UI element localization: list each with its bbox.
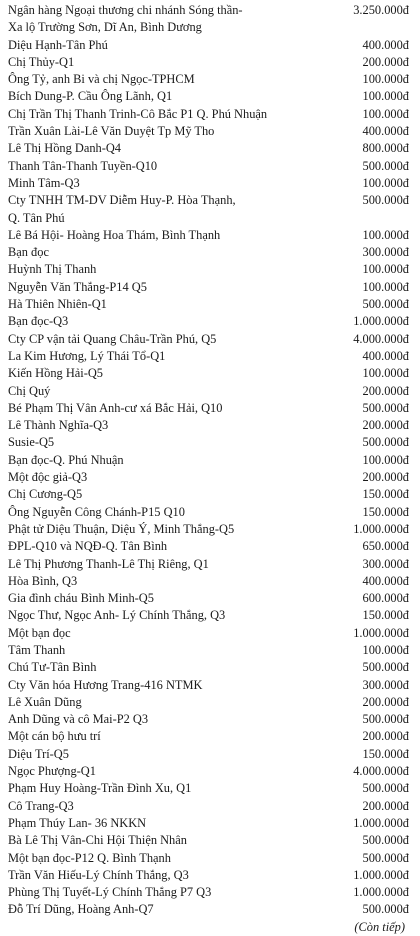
donor-name: Diệu Trí-Q5 <box>8 746 69 761</box>
donor-name: Cty Văn hóa Hương Trang-416 NTMK <box>8 677 203 692</box>
donation-amount: 500.000đ <box>362 193 409 208</box>
donor-row <box>8 106 409 123</box>
donor-name: Huỳnh Thị Thanh <box>8 262 97 277</box>
donor-name: Bé Phạm Thị Vân Anh-cư xá Bắc Hải, Q10 <box>8 400 223 415</box>
donor-name: Chị Trần Thị Thanh Trinh-Cô Bắc P1 Q. Phú Nhuận <box>8 106 268 121</box>
donation-amount: 150.000đ <box>362 608 409 623</box>
donation-amount: 500.000đ <box>362 297 409 312</box>
donor-name: Thanh Tân-Thanh Tuyền-Q10 <box>8 158 158 173</box>
donation-amount: 400.000đ <box>362 37 409 52</box>
donor-row <box>8 331 409 348</box>
donor-row <box>8 677 409 694</box>
donor-name: Cty CP vận tải Quang Châu-Trần Phú, Q5 <box>8 331 217 346</box>
donor-name: ĐPL-Q10 và NQĐ-Q. Tân Bình <box>8 539 168 554</box>
donor-name: Trần Xuân Lài-Lê Văn Duyệt Tp Mỹ Tho <box>8 124 215 139</box>
donor-name: Phạm Huy Hoàng-Trần Đình Xu, Q1 <box>8 781 192 796</box>
donation-amount: 200.000đ <box>362 54 409 69</box>
donor-row <box>8 504 409 521</box>
donor-row <box>8 54 409 71</box>
donor-name: Đỗ Trí Dũng, Hoàng Anh-Q7 <box>8 902 154 917</box>
donor-name: Ngọc Thư, Ngọc Anh- Lý Chính Thắng, Q3 <box>8 608 226 623</box>
donor-row <box>8 607 409 624</box>
donor-name: Phùng Thị Tuyết-Lý Chính Thắng P7 Q3 <box>8 885 212 900</box>
donor-row <box>8 192 409 227</box>
donor-name: Kiến Hồng Hải-Q5 <box>8 366 103 381</box>
donor-name: Một bạn đọc-P12 Q. Bình Thạnh <box>8 850 171 865</box>
donation-amount: 1.000.000đ <box>353 314 409 329</box>
donor-name: Chú Tư-Tân Bình <box>8 660 97 675</box>
donor-row <box>8 158 409 175</box>
donor-name: Cty TNHH TM-DV Diễm Huy-P. Hòa Thạnh, Q. Tân Phú <box>8 193 236 225</box>
donation-amount: 400.000đ <box>362 124 409 139</box>
donor-row <box>8 175 409 192</box>
donation-amount: 100.000đ <box>362 106 409 121</box>
donation-amount: 4.000.000đ <box>353 764 409 779</box>
donor-row <box>8 261 409 278</box>
donation-amount: 400.000đ <box>362 348 409 363</box>
donor-name: Lê Thị Hồng Danh-Q4 <box>8 141 121 156</box>
donor-name: Cô Trang-Q3 <box>8 798 74 813</box>
donor-row <box>8 573 409 590</box>
donation-amount: 3.250.000đ <box>353 3 409 17</box>
donation-amount: 1.000.000đ <box>353 885 409 900</box>
donation-amount: 150.000đ <box>362 487 409 502</box>
donation-amount: 500.000đ <box>362 435 409 450</box>
donor-row <box>8 642 409 659</box>
donor-row <box>8 538 409 555</box>
donation-amount: 200.000đ <box>362 418 409 433</box>
donor-name: Bích Dung-P. Cầu Ông Lãnh, Q1 <box>8 89 173 104</box>
donor-name: Chị Quý <box>8 383 51 398</box>
donor-row <box>8 901 409 918</box>
donor-row <box>8 71 409 88</box>
donor-row <box>8 37 409 54</box>
donor-name: Lê Thị Phương Thanh-Lê Thị Riêng, Q1 <box>8 556 209 571</box>
donor-row <box>8 798 409 815</box>
continued-note: (Còn tiếp) <box>354 919 405 934</box>
donation-amount: 100.000đ <box>362 175 409 190</box>
donation-amount: 1.000.000đ <box>353 521 409 536</box>
donor-row <box>8 452 409 469</box>
donor-name: Lê Xuân Dũng <box>8 694 82 709</box>
donor-name: Bạn đọc <box>8 245 49 260</box>
donation-amount: 200.000đ <box>362 694 409 709</box>
donor-name: Phật tử Diệu Thuận, Diệu Ý, Minh Thắng-Q5 <box>8 521 235 536</box>
donor-row <box>8 884 409 901</box>
donation-amount: 1.000.000đ <box>353 625 409 640</box>
donor-name: Một bạn đọc <box>8 625 71 640</box>
donor-row <box>8 711 409 728</box>
donation-amount: 100.000đ <box>362 72 409 87</box>
donor-name: Một cán bộ hưu trí <box>8 729 101 744</box>
donor-row <box>8 383 409 400</box>
donor-name: Minh Tâm-Q3 <box>8 175 80 190</box>
donor-name: Bạn đọc-Q3 <box>8 314 69 329</box>
donor-name: Gia đình cháu Bình Minh-Q5 <box>8 591 154 606</box>
donor-name: Ông Tỷ, anh Bi và chị Ngọc-TPHCM <box>8 72 195 87</box>
donation-amount: 100.000đ <box>362 227 409 242</box>
donation-amount: 200.000đ <box>362 470 409 485</box>
donor-row <box>8 348 409 365</box>
donor-name: Ngọc Phượng-Q1 <box>8 764 96 779</box>
donation-amount: 300.000đ <box>362 556 409 571</box>
donor-name: La Kim Hương, Lý Thái Tổ-Q1 <box>8 348 166 363</box>
donation-amount: 300.000đ <box>362 245 409 260</box>
donor-name: Diệu Hạnh-Tân Phú <box>8 37 108 52</box>
donor-name: Hòa Bình, Q3 <box>8 573 78 588</box>
donor-row <box>8 590 409 607</box>
donor-row <box>8 694 409 711</box>
donation-amount: 150.000đ <box>362 504 409 519</box>
donor-row <box>8 659 409 676</box>
donor-row <box>8 244 409 261</box>
donation-amount: 500.000đ <box>362 400 409 415</box>
donor-row <box>8 625 409 642</box>
donor-name: Anh Dũng và cô Mai-P2 Q3 <box>8 712 149 727</box>
donor-row <box>8 746 409 763</box>
donor-row <box>8 296 409 313</box>
donor-name: Susie-Q5 <box>8 435 55 450</box>
donor-row <box>8 832 409 849</box>
donation-amount: 1.000.000đ <box>353 815 409 830</box>
donor-name: Nguyễn Văn Thắng-P14 Q5 <box>8 279 147 294</box>
donor-row <box>8 780 409 797</box>
donor-name: Ngân hàng Ngoại thương chi nhánh Sóng thần- Xa lộ Trường Sơn, Dĩ An, Bình Dương <box>8 3 243 35</box>
donor-row <box>8 365 409 382</box>
donation-amount: 500.000đ <box>362 902 409 917</box>
donor-row <box>8 123 409 140</box>
donor-name: Trần Văn Hiếu-Lý Chính Thắng, Q3 <box>8 867 189 882</box>
donor-row <box>8 227 409 244</box>
donor-row <box>8 313 409 330</box>
donor-row <box>8 417 409 434</box>
donor-row <box>8 140 409 157</box>
donation-amount: 300.000đ <box>362 677 409 692</box>
donation-amount: 100.000đ <box>362 366 409 381</box>
donor-row <box>8 867 409 884</box>
donation-amount: 100.000đ <box>362 642 409 657</box>
donation-amount: 500.000đ <box>362 850 409 865</box>
donor-name: Bạn đọc-Q. Phú Nhuận <box>8 452 124 467</box>
donor-name: Ông Nguyễn Công Chánh-P15 Q10 <box>8 504 185 519</box>
donation-amount: 500.000đ <box>362 781 409 796</box>
donor-name: Hà Thiên Nhiên-Q1 <box>8 297 107 312</box>
donation-amount: 500.000đ <box>362 712 409 727</box>
donor-row <box>8 728 409 745</box>
donor-row <box>8 556 409 573</box>
donation-amount: 100.000đ <box>362 452 409 467</box>
donor-list <box>8 2 409 919</box>
donor-row <box>8 434 409 451</box>
donation-amount: 500.000đ <box>362 158 409 173</box>
donation-amount: 500.000đ <box>362 833 409 848</box>
donor-name: Chị Thủy-Q1 <box>8 54 75 69</box>
donor-row <box>8 2 409 37</box>
donor-name: Lê Bá Hội- Hoàng Hoa Thám, Bình Thạnh <box>8 227 221 242</box>
donation-amount: 4.000.000đ <box>353 331 409 346</box>
donation-amount: 600.000đ <box>362 591 409 606</box>
donor-row <box>8 88 409 105</box>
donor-name: Bà Lê Thị Vân-Chi Hội Thiện Nhân <box>8 833 187 848</box>
donation-amount: 200.000đ <box>362 798 409 813</box>
donation-amount: 400.000đ <box>362 573 409 588</box>
donor-name: Tâm Thanh <box>8 642 66 657</box>
donor-row <box>8 850 409 867</box>
donor-row <box>8 486 409 503</box>
donation-amount: 150.000đ <box>362 746 409 761</box>
donation-amount: 200.000đ <box>362 383 409 398</box>
donation-amount: 500.000đ <box>362 660 409 675</box>
donor-name: Phạm Thúy Lan- 36 NKKN <box>8 815 147 830</box>
donor-name: Một độc giả-Q3 <box>8 470 88 485</box>
donor-row <box>8 763 409 780</box>
donation-amount: 650.000đ <box>362 539 409 554</box>
donation-amount: 1.000.000đ <box>353 867 409 882</box>
donor-row <box>8 521 409 538</box>
donation-amount: 200.000đ <box>362 729 409 744</box>
donation-amount: 800.000đ <box>362 141 409 156</box>
donation-amount: 100.000đ <box>362 262 409 277</box>
donation-amount: 100.000đ <box>362 89 409 104</box>
donor-row <box>8 400 409 417</box>
donation-amount: 100.000đ <box>362 279 409 294</box>
donor-row <box>8 815 409 832</box>
donor-row <box>8 469 409 486</box>
donor-name: Chị Cương-Q5 <box>8 487 83 502</box>
donor-name: Lê Thành Nghĩa-Q3 <box>8 418 109 433</box>
donor-row <box>8 279 409 296</box>
